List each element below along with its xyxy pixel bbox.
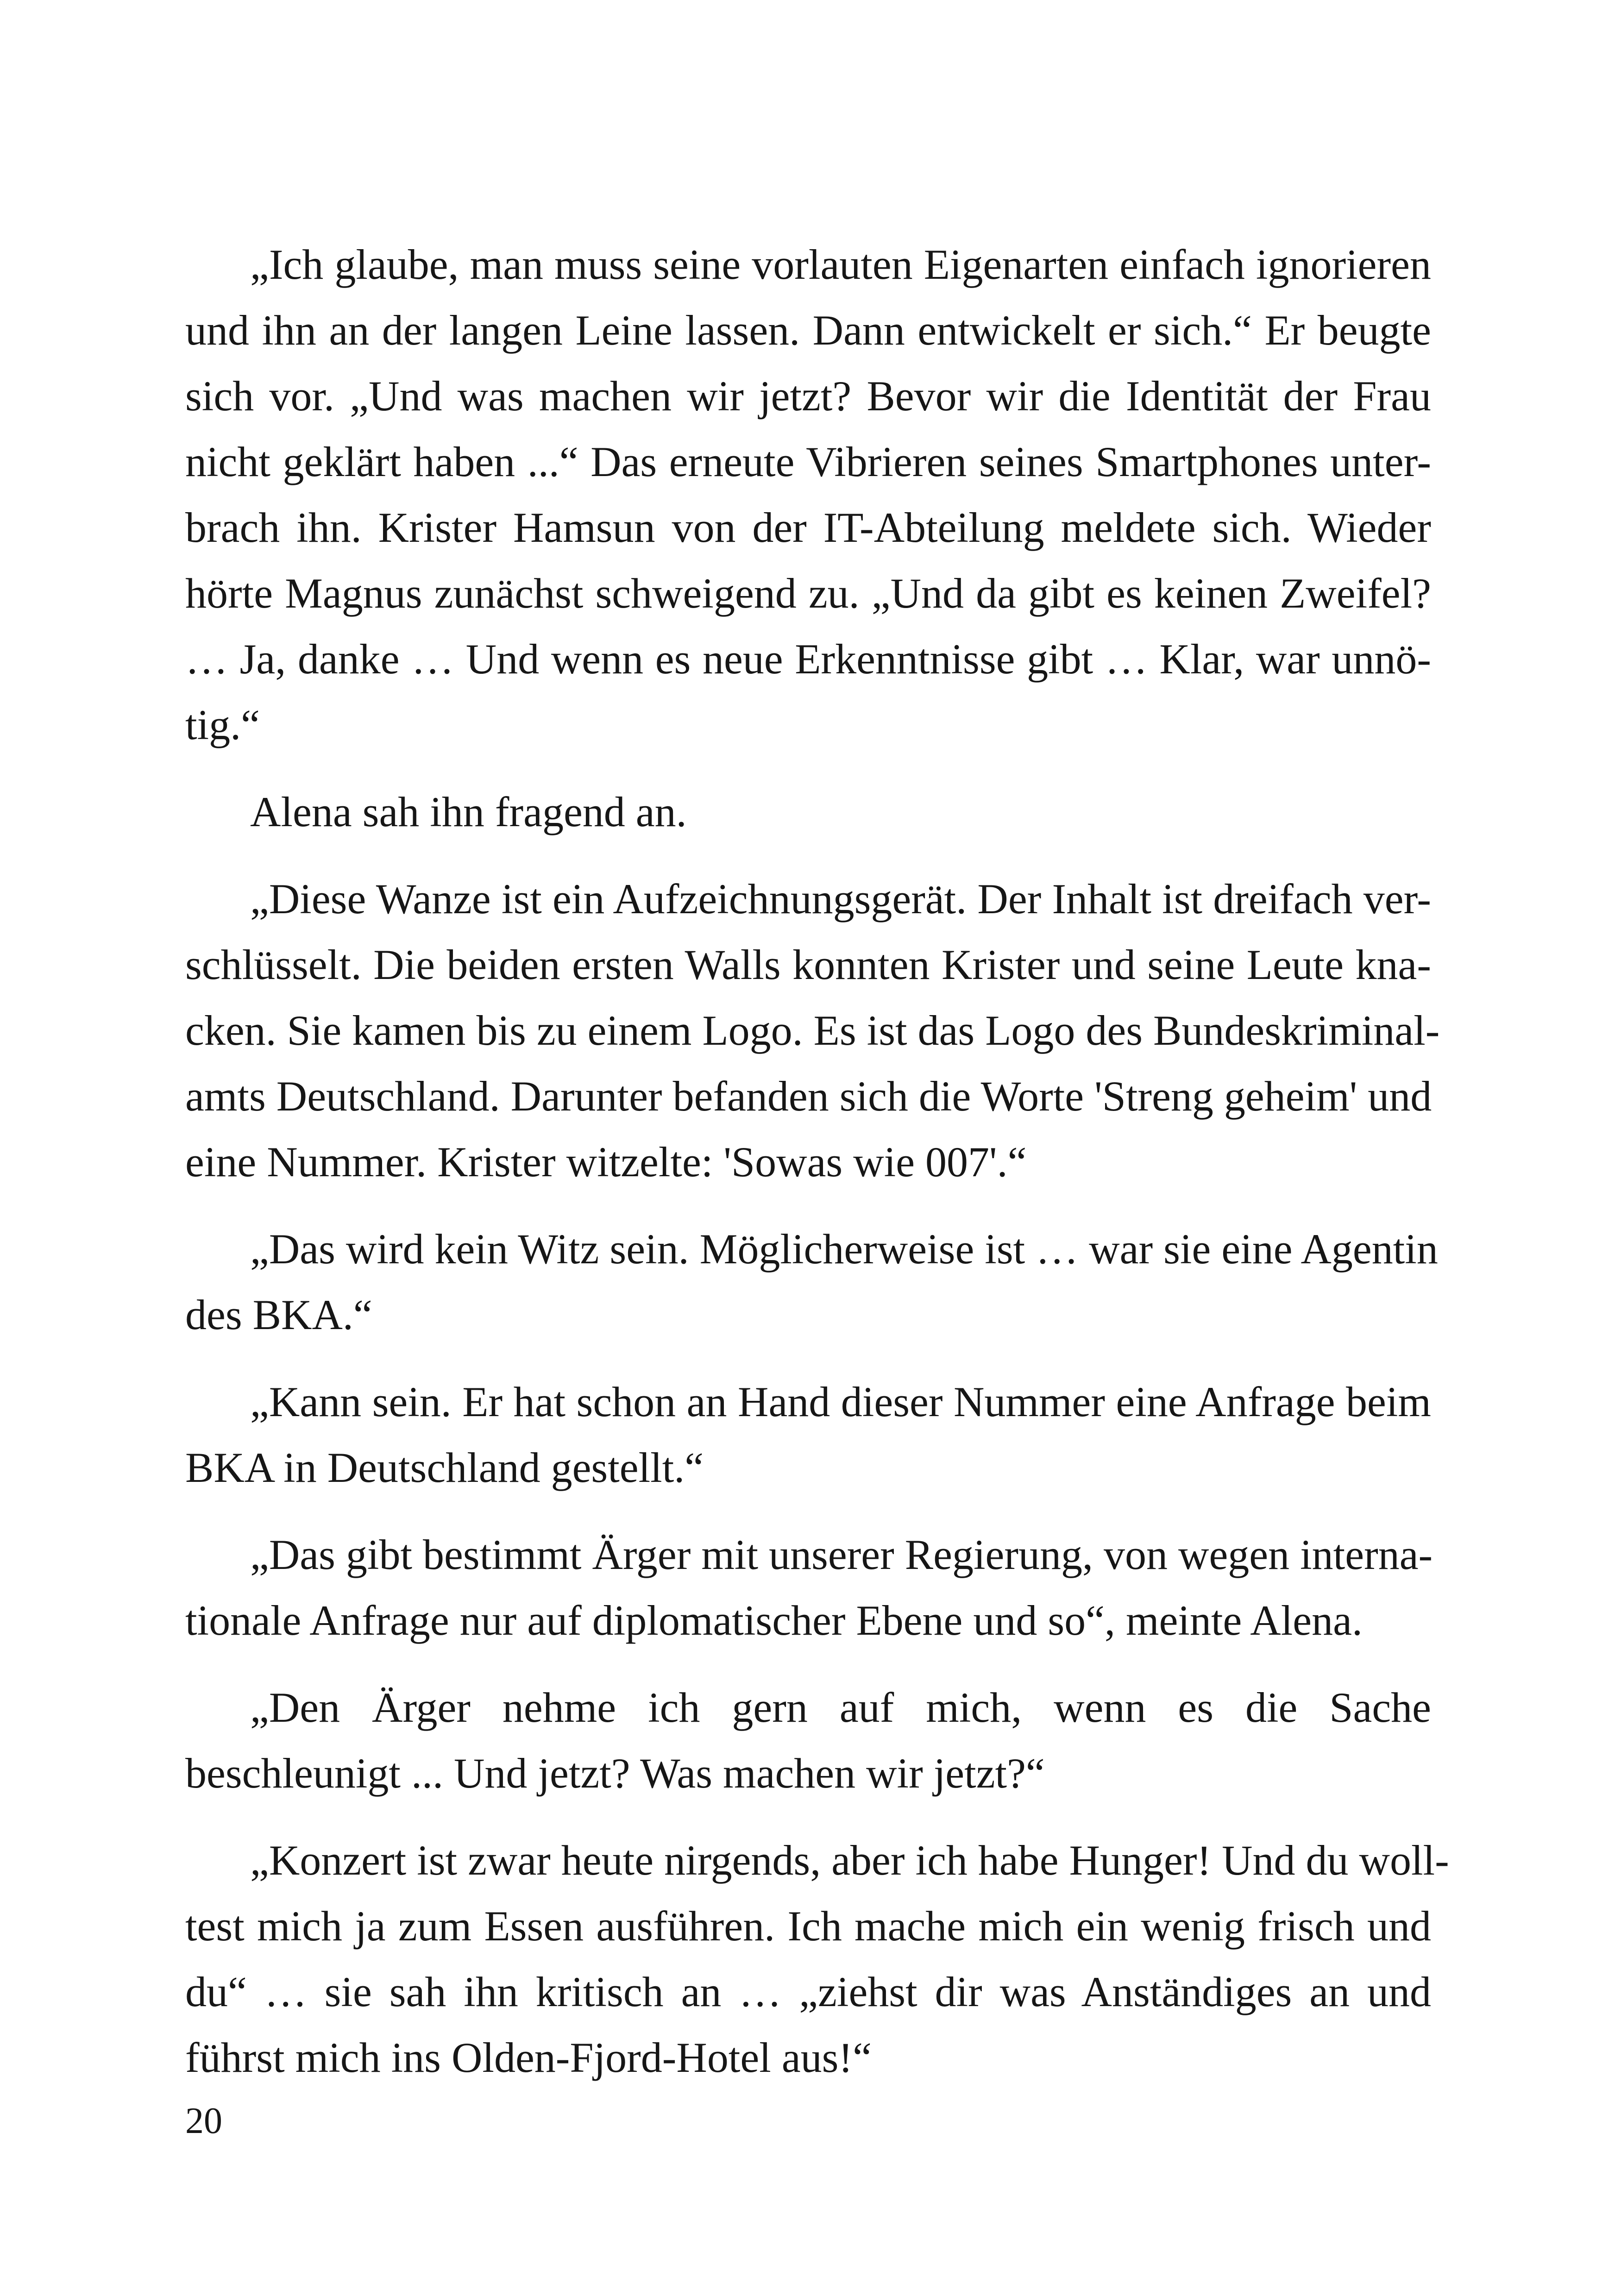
paragraph-4 [185, 1216, 1438, 1348]
paragraph-2 [185, 779, 1431, 845]
text-line: nicht geklärt haben ...“ Das erneute Vibrieren seines Smartphones unter- [185, 438, 1431, 485]
text-line: schlüsselt. Die beiden ersten Walls konnten Krister und seine Leute kna- [185, 941, 1431, 988]
text-line: BKA in Deutschland gestellt.“ [185, 1444, 704, 1491]
text-line: „Das gibt bestimmt Ärger mit unserer Regierung, von wegen interna- [250, 1531, 1433, 1578]
text-line: sich vor. „Und was machen wir jetzt? Bevor wir die Identität der Frau [185, 372, 1431, 420]
text-line: „Den Ärger nehme ich gern auf mich, wenn es die Sache [250, 1684, 1431, 1731]
text-line: tionale Anfrage nur auf diplomatischer Ebene und so“, meinte Alena. [185, 1597, 1363, 1644]
text-line: eine Nummer. Krister witzelte: 'Sowas wie 007'.“ [185, 1138, 1027, 1186]
text-line: „Das wird kein Witz sein. Möglicherweise ist … war sie eine Agentin [250, 1225, 1438, 1273]
text-line: … Ja, danke … Und wenn es neue Erkenntnisse gibt … Klar, war unnö- [185, 635, 1431, 683]
text-line: „Ich glaube, man muss seine vorlauten Eigenarten einfach ignorieren [250, 241, 1431, 288]
text-line: tig.“ [185, 701, 260, 748]
text-line: du“ … sie sah ihn kritisch an … „ziehst dir was Anständiges an und [185, 1968, 1431, 2015]
text-line: test mich ja zum Essen ausführen. Ich mache mich ein wenig frisch und [185, 1902, 1431, 1950]
text-line: „Konzert ist zwar heute nirgends, aber ich habe Hunger! Und du woll- [250, 1837, 1449, 1884]
text-line: beschleunigt ... Und jetzt? Was machen wir jetzt?“ [185, 1750, 1045, 1797]
paragraph-5 [185, 1369, 1431, 1500]
paragraph-1 [185, 232, 1431, 758]
paragraph-3 [185, 866, 1440, 1195]
body-text [185, 232, 1449, 2112]
text-line: „Diese Wanze ist ein Aufzeichnungsgerät. Der Inhalt ist dreifach ver- [250, 875, 1431, 922]
text-line: „Kann sein. Er hat schon an Hand dieser Nummer eine Anfrage beim [250, 1378, 1431, 1425]
paragraph-6 [185, 1522, 1431, 1653]
text-line: Alena sah ihn fragend an. [250, 788, 687, 835]
text-line: amts Deutschland. Darunter befanden sich die Worte 'Streng geheim' und [185, 1073, 1432, 1120]
text-line: brach ihn. Krister Hamsun von der IT-Abteilung meldete sich. Wieder [185, 504, 1431, 551]
text-line: des BKA.“ [185, 1291, 372, 1338]
paragraph-8 [185, 1827, 1449, 2090]
text-line: hörte Magnus zunächst schweigend zu. „Und da gibt es keinen Zweifel? [185, 570, 1431, 617]
text-line: und ihn an der langen Leine lassen. Dann entwickelt er sich.“ Er beugte [185, 307, 1431, 354]
paragraph-7 [185, 1675, 1431, 1806]
text-line: cken. Sie kamen bis zu einem Logo. Es ist das Logo des Bundeskriminal- [185, 1007, 1440, 1054]
text-line: führst mich ins Olden-Fjord-Hotel aus!“ [185, 2034, 872, 2081]
page-number: 20 [185, 2101, 222, 2141]
